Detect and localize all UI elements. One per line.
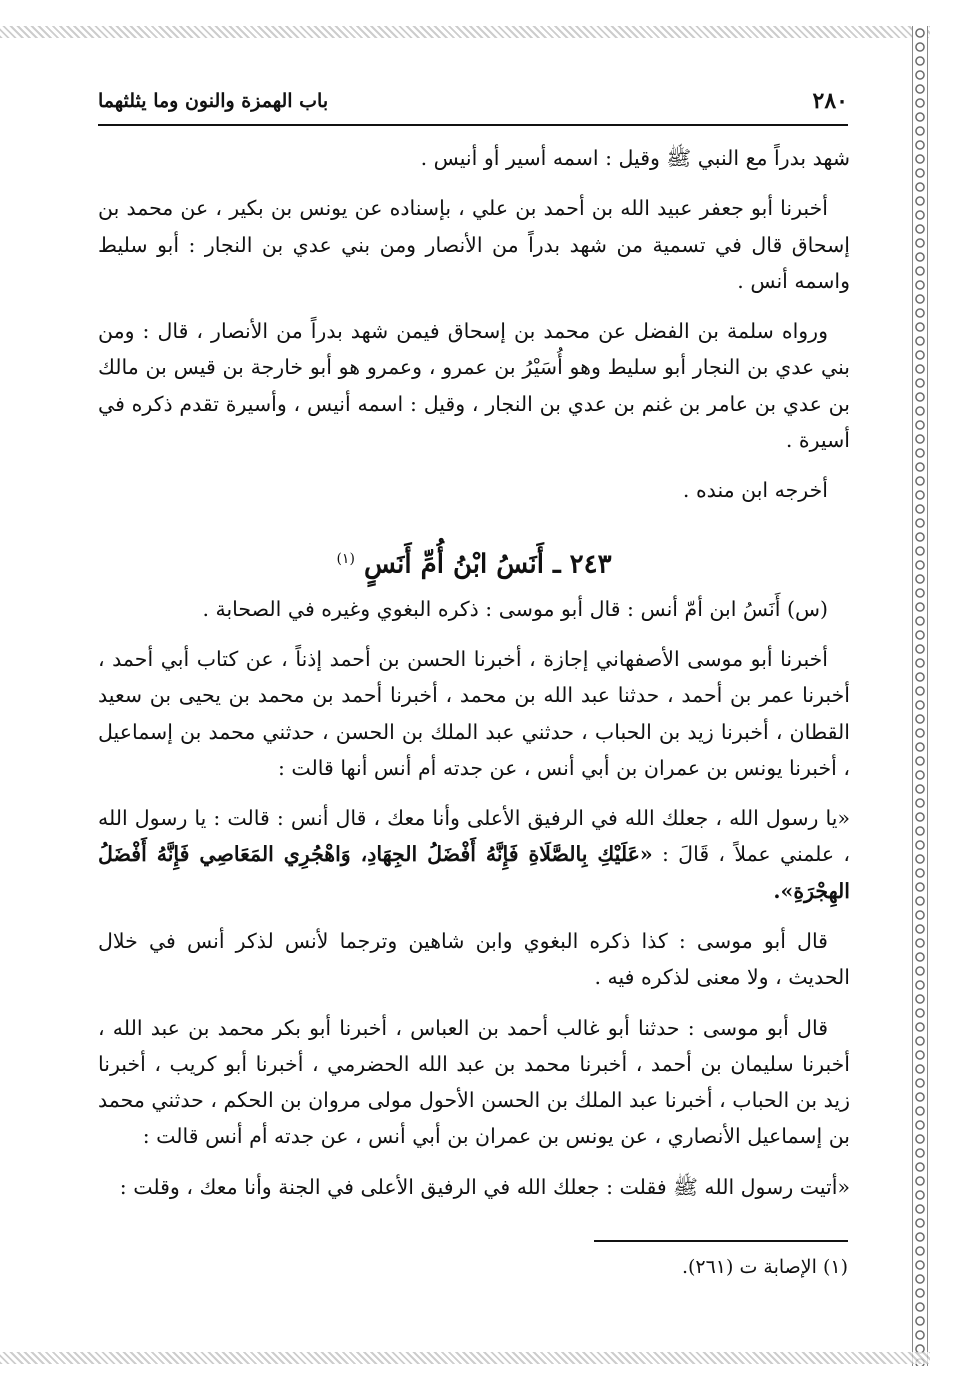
- entry-heading-footnote-ref: (١): [336, 550, 355, 567]
- paragraph-7: [98, 800, 850, 909]
- ornamental-border-right: [912, 26, 928, 1366]
- paragraph-4: أخرجه ابن منده .: [682, 478, 828, 503]
- ornamental-border-top: [0, 26, 930, 38]
- main-text: [98, 140, 850, 1219]
- paragraph-1: شهد بدراً مع النبي ﷺ وقيل : اسمه أسير أو أنيس .: [420, 146, 850, 170]
- entry-heading: [98, 541, 850, 583]
- paragraph-3: ورواه سلمة بن الفضل عن محمد بن إسحاق فيمن شهد بدراً من الأنصار ، قال : ومن بني عدي بن النجار أبو سليط وهو أُسَيْرُ بن عمرو ، وعمرو هو أبو خارجة بن قيس بن مالك بن عدي بن عامر بن غنم بن عدي بن النجار ، وقيل : اسمه أنيس ، وأسيرة تقدم ذكره في أسيرة .: [98, 319, 850, 453]
- paragraph-5: (س) أَنَسُ ابن أمّ أنس : قال أبو موسى : ذكره البغوي وغيره في الصحابة .: [202, 596, 828, 621]
- paragraph-10: «أتيت رسول الله ﷺ فقلت : جعلك الله في الرفيق الأعلى في الجنة وأنا معك ، وقلت :: [119, 1174, 850, 1199]
- page-number: ٢٨٠: [812, 88, 848, 114]
- hadith-quote-bold: «عَلَيْكِ بِالصَّلَاةِ فَإِنَّهُ أَفْضَلُ الجِهَادِ، وَاهْجُرِي المَعَاصِي فَإِنَّهُ أَفْضَلُ الهِجْرَةِ».: [98, 842, 850, 903]
- page-header: [98, 88, 848, 126]
- running-head: باب الهمزة والنون وما يثلثهما: [98, 90, 329, 112]
- entry-heading-title: ٢٤٣ ـ أَنَسُ ابْنُ أُمِّ أَنَسٍ: [363, 549, 612, 580]
- paragraph-6: أخبرنا أبو موسى الأصفهاني إجازة ، أخبرنا الحسن بن أحمد إذناً ، عن كتاب أبي أحمد ، أخبرنا عمر بن أحمد ، حدثنا عبد الله بن محمد ، أخبرنا أحمد بن محمد بن يحيى بن سعيد القطان ، أخبرنا زيد بن الحباب ، حدثني عبد الملك بن الحسن ، حدثني محمد بن إسماعيل ، أخبرنا يونس بن عمران بن أبي أنس ، عن جدته أم أنس أنها قالت :: [98, 646, 850, 780]
- footnote-divider: [594, 1240, 848, 1242]
- hadith-text: «يا رسول الله ، جعلك الله في الرفيق الأعلى وأنا معك ، قال أنس : قالت : يا رسول الله ، علمني عملاً ، قَالَ :: [98, 806, 850, 867]
- paragraph-9: قال أبو موسى : حدثنا أبو غالب أحمد بن العباس ، أخبرنا أبو بكر محمد بن عبد الله ، أخبرنا سليمان بن أحمد ، أخبرنا محمد بن عبد الله الحضرمي ، أخبرنا أبو كريب ، أخبرنا زيد بن الحباب ، أخبرنا عبد الملك بن الحسن الأحول مولى مروان بن الحكم ، حدثني محمد بن إسماعيل الأنصاري ، عن يونس بن عمران بن أبي أنس ، عن جدته أم أنس قالت :: [98, 1015, 850, 1149]
- paragraph-2: أخبرنا أبو جعفر عبيد الله بن أحمد بن علي ، بإسناده عن يونس بن بكير ، عن محمد بن إسحاق قال في تسمية من شهد بدراً من الأنصار ومن بني عدي بن النجار : أبو سليط واسمه أنس .: [98, 196, 850, 293]
- footnote: (١) الإصابة ت (٢٦١).: [681, 1256, 848, 1278]
- ornamental-border-bottom: [0, 1352, 930, 1364]
- paragraph-8: قال أبو موسى : كذا ذكره البغوي وابن شاهين وترجما لأنس لذكر أنس في خلال الحديث ، ولا معنى لذكره فيه .: [98, 929, 850, 990]
